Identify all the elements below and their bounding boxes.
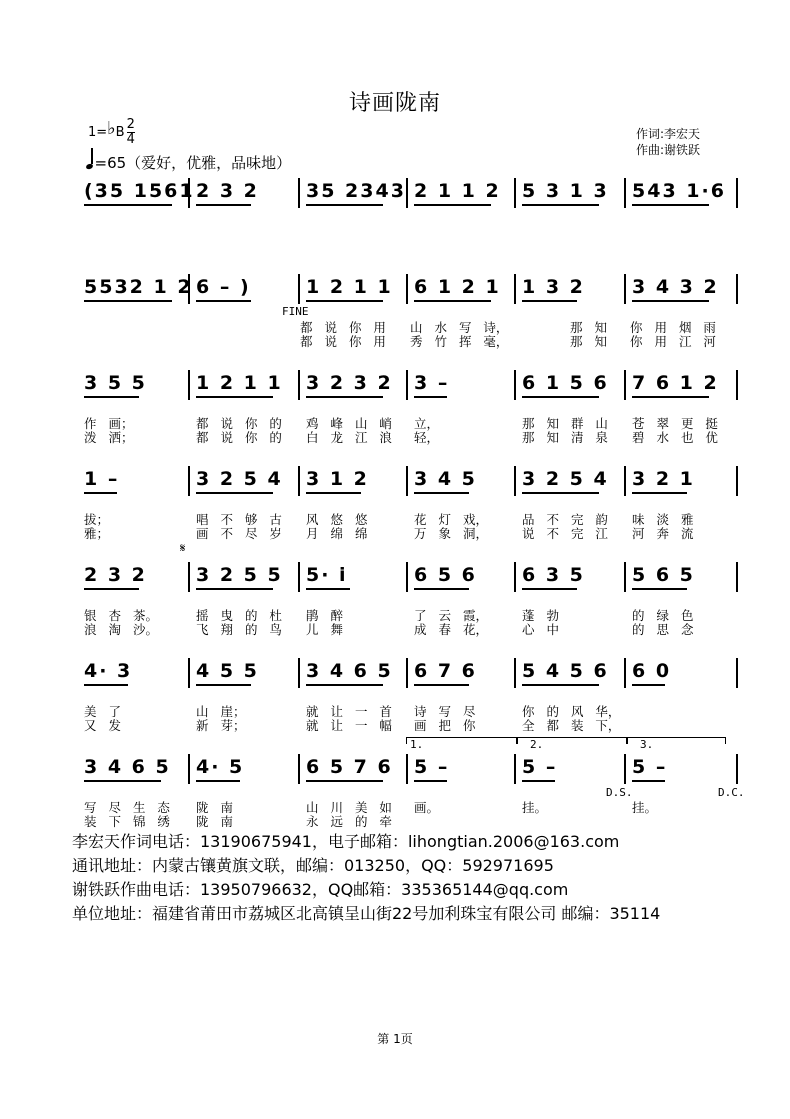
lyric-line-2: 浪 淘 沙。 xyxy=(84,622,158,637)
barline xyxy=(298,178,300,208)
beam-underline xyxy=(522,396,599,398)
barline xyxy=(188,466,190,496)
measure: 5 – xyxy=(522,756,558,778)
beam-underline xyxy=(84,780,161,782)
barline xyxy=(736,754,738,784)
lyric-line-2: 画 不 尽 岁 xyxy=(196,526,282,541)
lyric-line-2: 装 下 锦 绣 xyxy=(84,814,170,829)
measure: 7 6 1 2 xyxy=(632,372,719,394)
score-system xyxy=(0,370,790,460)
lyric-line-2: 那 知 清 泉 xyxy=(522,430,608,445)
barline xyxy=(624,274,626,304)
beam-underline xyxy=(632,588,687,590)
measure: 5 – xyxy=(632,756,668,778)
measure: 3 4 3 2 xyxy=(632,276,719,298)
barline xyxy=(298,370,300,400)
lyric-line-1: 风 悠 悠 xyxy=(306,512,368,527)
song-title: 诗画陇南 xyxy=(348,91,441,116)
lyric-line-1: 陇 南 xyxy=(196,800,233,815)
lyric-line-2: 那 知 xyxy=(570,334,607,349)
lyric-line-1: 鹃 醉 xyxy=(306,608,343,623)
lyric-line-1: 苍 翠 更 挺 xyxy=(632,416,718,431)
measure: 4· 5 xyxy=(196,756,245,778)
page-number: 第 1页 xyxy=(377,1032,413,1046)
measure: 6 1 2 1 xyxy=(414,276,501,298)
lyric-line-2: 都 说 你 用 xyxy=(300,334,386,349)
beam-underline xyxy=(196,204,251,206)
beam-underline xyxy=(632,492,687,494)
volta-bracket xyxy=(516,737,628,744)
measure: 6 3 5 xyxy=(522,564,585,586)
lyric-line-2: 河 奔 流 xyxy=(632,526,694,541)
beam-underline xyxy=(414,396,447,398)
beam-underline xyxy=(632,396,709,398)
ending-3: 3. xyxy=(640,738,654,751)
lyric-line-1: 诗 写 尽 xyxy=(414,704,476,719)
lyric-line-1: 都 说 你 的 xyxy=(196,416,282,431)
measure: 3 2 5 4 xyxy=(196,468,283,490)
barline xyxy=(406,274,408,304)
barline xyxy=(514,274,516,304)
note-stem xyxy=(91,148,93,164)
lyric-line-2: 新 芽； xyxy=(196,718,246,733)
beam-underline xyxy=(632,684,665,686)
lyric-line-1: 山 川 美 如 xyxy=(306,800,392,815)
measure: 6 5 7 6 xyxy=(306,756,393,778)
lyric-line-1: 就 让 一 首 xyxy=(306,704,392,719)
fine-marker: FINE xyxy=(282,305,309,318)
measure: 2 1 1 2 xyxy=(414,180,501,202)
lyric-line-2: 都 说 你 的 xyxy=(196,430,282,445)
flat-icon: ♭ xyxy=(107,118,116,139)
barline xyxy=(514,466,516,496)
barline xyxy=(298,754,300,784)
lyric-line-1: 山 水 写 诗， xyxy=(410,320,509,335)
beam-underline xyxy=(84,588,139,590)
beam-underline xyxy=(522,492,599,494)
beam-underline xyxy=(632,204,709,206)
measure: 3 1 2 xyxy=(306,468,369,490)
beam-underline xyxy=(632,780,665,782)
measure: 3 4 5 xyxy=(414,468,477,490)
lyric-line-2: 万 象 洞， xyxy=(414,526,488,541)
measure: 5· i xyxy=(306,564,348,586)
lyric-line-2: 飞 翔 的 鸟 xyxy=(196,622,282,637)
lyric-line-1: 画。 xyxy=(414,800,440,815)
measure: 1 2 1 1 xyxy=(306,276,393,298)
beam-underline xyxy=(306,780,383,782)
lyric-line-1: 那 知 群 山 xyxy=(522,416,608,431)
beam-underline xyxy=(414,492,469,494)
barline xyxy=(514,754,516,784)
measure: 6 – ) xyxy=(196,276,251,298)
lyric-line-1: 美 了 xyxy=(84,704,121,719)
time-num: 2 xyxy=(126,117,135,132)
barline xyxy=(736,658,738,688)
lyric-line-1: 都 说 你 用 xyxy=(300,320,386,335)
lyric-line-1: 花 灯 戏， xyxy=(414,512,488,527)
lyric-line-1: 唱 不 够 古 xyxy=(196,512,282,527)
lyricist-contact: 李宏天作词电话：13190675941，电子邮箱：lihongtian.2006@163.com xyxy=(72,832,620,851)
measure: 2 3 2 xyxy=(196,180,259,202)
measure: 5532 1 2 xyxy=(84,276,193,298)
lyricist-address: 通讯地址：内蒙古镶黄旗文联，邮编：013250，QQ：592971695 xyxy=(72,856,554,875)
lyric-line-1: 你 的 风 华， xyxy=(522,704,621,719)
lyric-line-2: 永 远 的 牵 xyxy=(306,814,392,829)
volta-bracket xyxy=(406,737,518,744)
measure: 1 2 1 1 xyxy=(196,372,283,394)
key-prefix: 1= xyxy=(88,125,108,140)
barline xyxy=(298,562,300,592)
barline xyxy=(624,754,626,784)
segno-icon: 𝄋 xyxy=(180,540,186,555)
measure: 35 2343 xyxy=(306,180,406,202)
measure: 3 5 5 xyxy=(84,372,147,394)
barline xyxy=(736,370,738,400)
beam-underline xyxy=(414,780,447,782)
beam-underline xyxy=(196,396,273,398)
barline xyxy=(514,658,516,688)
measure: 3 4 6 5 xyxy=(84,756,171,778)
lyric-line-1: 立， xyxy=(414,416,440,431)
lyric-line-1: 银 杏 茶。 xyxy=(84,608,158,623)
lyric-line-2: 又 发 xyxy=(84,718,121,733)
measure: 2 3 2 xyxy=(84,564,147,586)
barline xyxy=(188,658,190,688)
barline xyxy=(736,562,738,592)
lyric-line-2: 画 把 你 xyxy=(414,718,476,733)
measure: 3 4 6 5 xyxy=(306,660,393,682)
measure: 3 2 1 xyxy=(632,468,695,490)
lyric-line-2: 成 春 花， xyxy=(414,622,488,637)
lyric-line-2: 你 用 江 河 xyxy=(630,334,716,349)
composer: 作曲:谢铁跃 xyxy=(636,143,701,157)
lyric-line-1: 拔； xyxy=(84,512,110,527)
time-den: 4 xyxy=(126,132,135,147)
measure: 6 5 6 xyxy=(414,564,477,586)
score-system xyxy=(0,658,790,748)
lyricist: 作词:李宏天 xyxy=(636,127,701,141)
measure: 3 2 5 5 xyxy=(196,564,283,586)
lyric-line-1: 品 不 完 韵 xyxy=(522,512,608,527)
barline xyxy=(624,466,626,496)
measure: 1 – xyxy=(84,468,120,490)
beam-underline xyxy=(84,396,139,398)
beam-underline xyxy=(522,684,599,686)
barline xyxy=(736,178,738,208)
measure: 5 6 5 xyxy=(632,564,695,586)
beam-underline xyxy=(84,492,117,494)
beam-underline xyxy=(196,300,251,302)
barline xyxy=(406,754,408,784)
lyric-line-1: 挂。 xyxy=(632,800,658,815)
score-system xyxy=(0,178,790,268)
measure: 6 0 xyxy=(632,660,672,682)
ending-1: 1. xyxy=(410,738,424,751)
measure: 543 1·6 xyxy=(632,180,726,202)
lyric-line-2: 全 都 装 下， xyxy=(522,718,621,733)
measure: 5 3 1 3 xyxy=(522,180,609,202)
barline xyxy=(406,466,408,496)
lyric-line-1: 的 绿 色 xyxy=(632,608,694,623)
ending-2: 2. xyxy=(530,738,544,751)
measure: 3 2 3 2 xyxy=(306,372,393,394)
measure: 3 – xyxy=(414,372,450,394)
score-system xyxy=(0,274,790,364)
barline xyxy=(406,658,408,688)
lyric-line-1: 鸡 峰 山 峭 xyxy=(306,416,392,431)
lyric-line-2: 说 不 完 江 xyxy=(522,526,608,541)
score-system xyxy=(0,466,790,556)
barline xyxy=(514,370,516,400)
barline xyxy=(406,178,408,208)
lyric-line-2: 的 思 念 xyxy=(632,622,694,637)
credits xyxy=(636,126,700,158)
beam-underline xyxy=(306,588,350,590)
composer-contact: 谢铁跃作曲电话：13950796632，QQ邮箱：335365144@qq.com xyxy=(72,880,569,899)
measure: 6 7 6 xyxy=(414,660,477,682)
barline xyxy=(188,562,190,592)
beam-underline xyxy=(196,780,240,782)
measure: 6 1 5 6 xyxy=(522,372,609,394)
key-note: B xyxy=(115,125,125,140)
beam-underline xyxy=(306,396,383,398)
beam-underline xyxy=(414,204,491,206)
lyric-line-2: 月 绵 绵 xyxy=(306,526,368,541)
measure: (35 1561 xyxy=(84,180,195,202)
barline xyxy=(406,370,408,400)
beam-underline xyxy=(414,300,491,302)
barline xyxy=(514,562,516,592)
beam-underline xyxy=(522,204,599,206)
beam-underline xyxy=(522,588,577,590)
barline xyxy=(406,562,408,592)
beam-underline xyxy=(306,204,383,206)
beam-underline xyxy=(414,684,469,686)
barline xyxy=(188,370,190,400)
tempo-text: =65（爱好，优雅，品味地） xyxy=(94,154,292,172)
beam-underline xyxy=(84,204,172,206)
quarter-note-icon xyxy=(85,163,93,170)
barline xyxy=(298,274,300,304)
measure: 5 4 5 6 xyxy=(522,660,609,682)
barline xyxy=(188,754,190,784)
measure: 4 5 5 xyxy=(196,660,259,682)
lyric-line-2: 碧 水 也 优 xyxy=(632,430,718,445)
beam-underline xyxy=(306,300,383,302)
lyric-line-2: 儿 舞 xyxy=(306,622,343,637)
measure: 5 – xyxy=(414,756,450,778)
lyric-line-2: 就 让 一 幅 xyxy=(306,718,392,733)
beam-underline xyxy=(196,492,273,494)
lyric-line-1: 味 淡 雅 xyxy=(632,512,694,527)
measure: 1 3 2 xyxy=(522,276,585,298)
barline xyxy=(624,658,626,688)
lyric-line-1: 山 崖； xyxy=(196,704,246,719)
beam-underline xyxy=(196,684,251,686)
beam-underline xyxy=(84,684,128,686)
lyric-line-1: 你 用 烟 雨 xyxy=(630,320,716,335)
barline xyxy=(298,658,300,688)
tempo-marking xyxy=(86,152,291,173)
lyric-line-2: 秀 竹 挥 毫， xyxy=(410,334,509,349)
beam-underline xyxy=(196,588,273,590)
dc-marker: D.C. xyxy=(718,786,745,799)
lyric-line-1: 那 知 xyxy=(570,320,607,335)
lyric-line-1: 挂。 xyxy=(522,800,548,815)
barline xyxy=(624,178,626,208)
lyric-line-2: 心 中 xyxy=(522,622,559,637)
composer-address: 单位地址：福建省莆田市荔城区北高镇呈山街22号加利珠宝有限公司 邮编：35114 xyxy=(72,904,661,923)
barline xyxy=(514,178,516,208)
lyric-line-2: 泼 洒； xyxy=(84,430,134,445)
barline xyxy=(624,562,626,592)
lyric-line-1: 蓬 勃 xyxy=(522,608,559,623)
measure: 3 2 5 4 xyxy=(522,468,609,490)
lyric-line-2: 陇 南 xyxy=(196,814,233,829)
lyric-line-1: 摇 曳 的 杜 xyxy=(196,608,282,623)
barline xyxy=(736,274,738,304)
contact-footer xyxy=(72,830,660,926)
ds-marker: D.S. xyxy=(606,786,633,799)
lyric-line-2: 轻， xyxy=(414,430,440,445)
barline xyxy=(736,466,738,496)
time-signature xyxy=(127,118,135,147)
lyric-line-1: 了 云 霞， xyxy=(414,608,488,623)
lyric-line-1: 作 画； xyxy=(84,416,134,431)
volta-bracket xyxy=(626,737,726,744)
beam-underline xyxy=(632,300,709,302)
beam-underline xyxy=(522,300,577,302)
beam-underline xyxy=(522,780,555,782)
beam-underline xyxy=(306,684,383,686)
score-system xyxy=(0,562,790,652)
beam-underline xyxy=(84,300,172,302)
lyric-line-2: 白 龙 江 浪 xyxy=(306,430,392,445)
beam-underline xyxy=(306,492,361,494)
beam-underline xyxy=(414,588,469,590)
measure: 4· 3 xyxy=(84,660,133,682)
lyric-line-2: 雅； xyxy=(84,526,110,541)
lyric-line-1: 写 尽 生 态 xyxy=(84,800,170,815)
barline xyxy=(624,370,626,400)
key-signature xyxy=(88,118,135,147)
barline xyxy=(298,466,300,496)
